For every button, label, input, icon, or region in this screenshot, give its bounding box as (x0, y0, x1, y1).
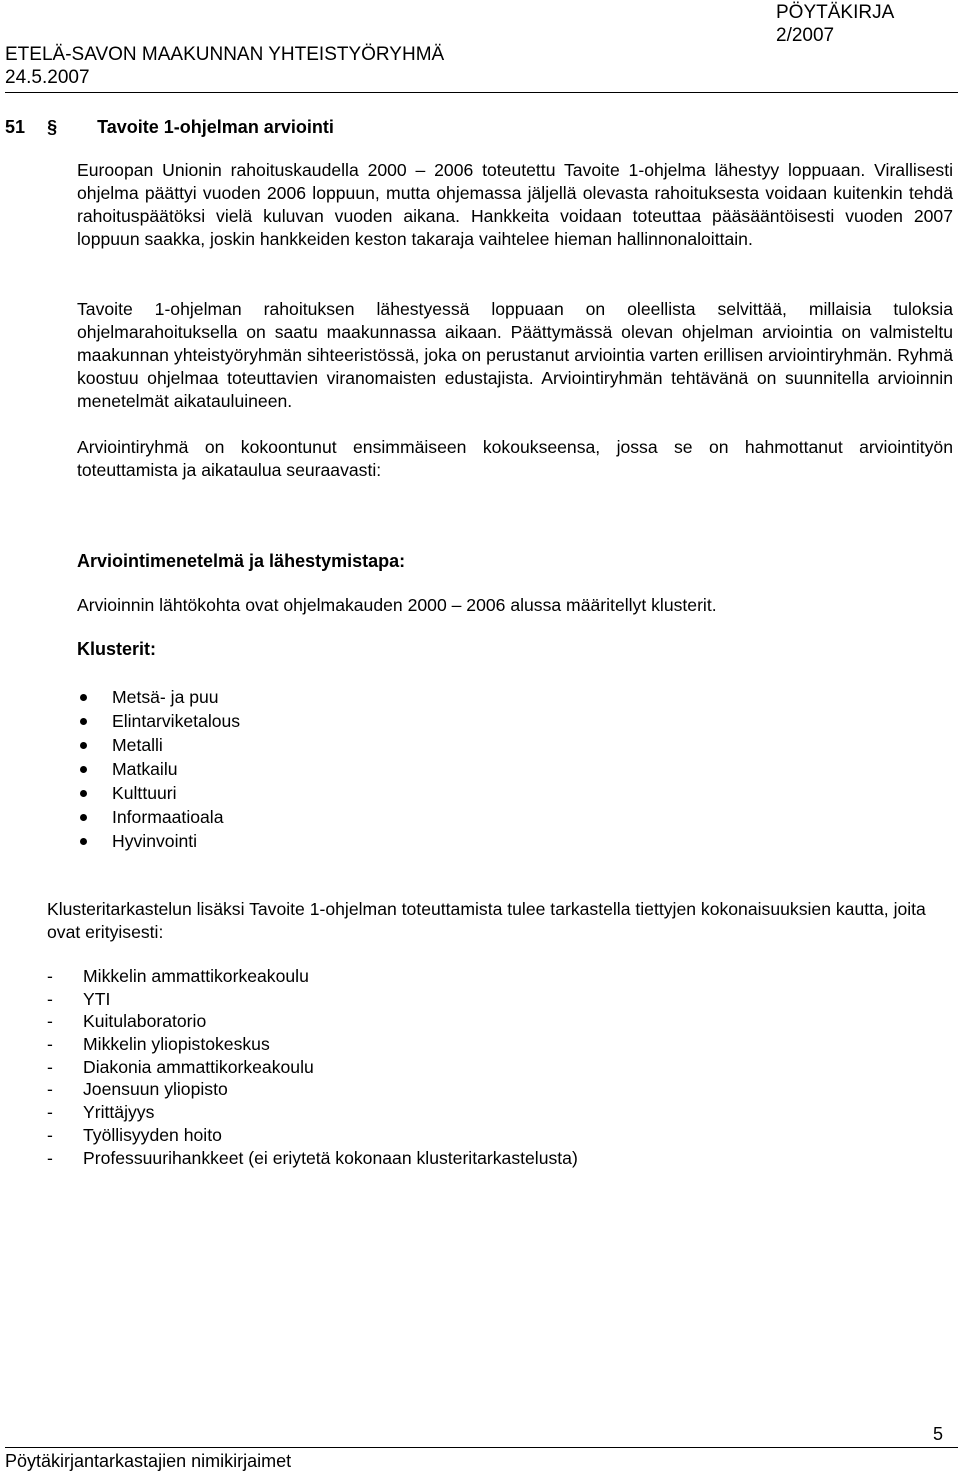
signature-label: Pöytäkirjantarkastajien nimikirjaimet (5, 1451, 292, 1471)
list-item: Matkailu (77, 757, 240, 781)
bullet-icon (80, 718, 87, 725)
list-item: Informaatioala (77, 805, 240, 829)
list-item: - Professuurihankkeet (ei eriytetä kokonaan klusteritarkastelusta) (47, 1147, 578, 1168)
list-item: - Diakonia ammattikorkeakoulu (47, 1056, 314, 1077)
list-item: Hyvinvointi (77, 829, 240, 853)
clusters-heading: Klusterit: (77, 639, 157, 659)
list-item: - Mikkelin yliopistokeskus (47, 1034, 270, 1055)
paragraph-background: Euroopan Unionin rahoituskaudella 2000 – 2006 toteutettu Tavoite 1-ohjelma lähestyy loppuaan. Virallisesti ohjelma päättyi vuoden 2006 loppuun, mutta ohjemassa jäljellä olevasta rahoituksesta voidaan kuitenkin tehdä rahoituspäätöksi vielä kuluvan vuoden aikana. Hankkeita voidaan toteuttaa pääsääntöisesti vuoden 2007 loppuun saakka, joskin hankkeiden keston takaraja vaihtelee hieman hallinnonaloittain. (77, 160, 953, 249)
list-item: Kulttuuri (77, 781, 240, 805)
entities-list (47, 965, 578, 1169)
list-item: - Yrittäjyys (47, 1102, 155, 1123)
footer-divider (5, 1447, 958, 1448)
list-item: - Joensuun yliopisto (47, 1079, 228, 1100)
section-number: 51 (5, 117, 26, 137)
bullet-icon (80, 766, 87, 773)
document-number: 2/2007 (776, 25, 835, 46)
meeting-date: 24.5.2007 (5, 67, 90, 88)
section-heading (5, 117, 334, 138)
bullet-icon (80, 838, 87, 845)
entities-intro: Klusteritarkastelun lisäksi Tavoite 1-ohjelman toteuttamista tulee tarkastella tiettyjen kokonaisuuksien kautta, joita ovat erityisesti: (47, 899, 926, 942)
method-text: Arvioinnin lähtökohta ovat ohjelmakauden 2000 – 2006 alussa määritellyt klusterit. (77, 595, 717, 615)
list-item: Metalli (77, 733, 240, 757)
list-item: - YTI (47, 988, 111, 1009)
clusters-list (77, 685, 240, 853)
list-item: - Mikkelin ammattikorkeakoulu (47, 966, 309, 986)
paragraph-working-group: Arviointiryhmä on kokoontunut ensimmäiseen kokoukseensa, jossa se on hahmottanut arviointityön toteuttamista ja aikataulua seuraavasti: (77, 437, 953, 480)
bullet-icon (80, 742, 87, 749)
list-item: - Kuitulaboratorio (47, 1011, 207, 1032)
list-item: Metsä- ja puu (77, 685, 240, 709)
header-divider (5, 92, 958, 93)
document-type: PÖYTÄKIRJA (776, 2, 895, 23)
bullet-icon (80, 790, 87, 797)
section-title: Tavoite 1-ohjelman arviointi (97, 117, 334, 137)
bullet-icon (80, 694, 87, 701)
organization-name: ETELÄ-SAVON MAAKUNNAN YHTEISTYÖRYHMÄ (5, 44, 445, 65)
section-symbol: § (47, 117, 58, 137)
list-item: - Työllisyyden hoito (47, 1124, 222, 1145)
page-number: 5 (933, 1424, 944, 1444)
paragraph-evaluation: Tavoite 1-ohjelman rahoituksen lähestyessä loppuaan on oleellista selvittää, millaisia tuloksia ohjelmarahoituksella on saatu maakunnassa aikaan. Päättymässä olevan ohjelman arviointia on valmisteltu maakunnan yhteistyöryhmän sihteeristössä, joka on perustanut arviointia varten erillisen arviointiryhmän. Ryhmä koostuu ohjelmaa toteuttavien viranomaisten edustajista. Arviointiryhmän tehtävänä on suunnitella arvioinnin menetelmät aikatauluineen. (77, 299, 953, 411)
method-heading: Arviointimenetelmä ja lähestymistapa: (77, 551, 406, 571)
bullet-icon (80, 814, 87, 821)
list-item: Elintarviketalous (77, 709, 240, 733)
